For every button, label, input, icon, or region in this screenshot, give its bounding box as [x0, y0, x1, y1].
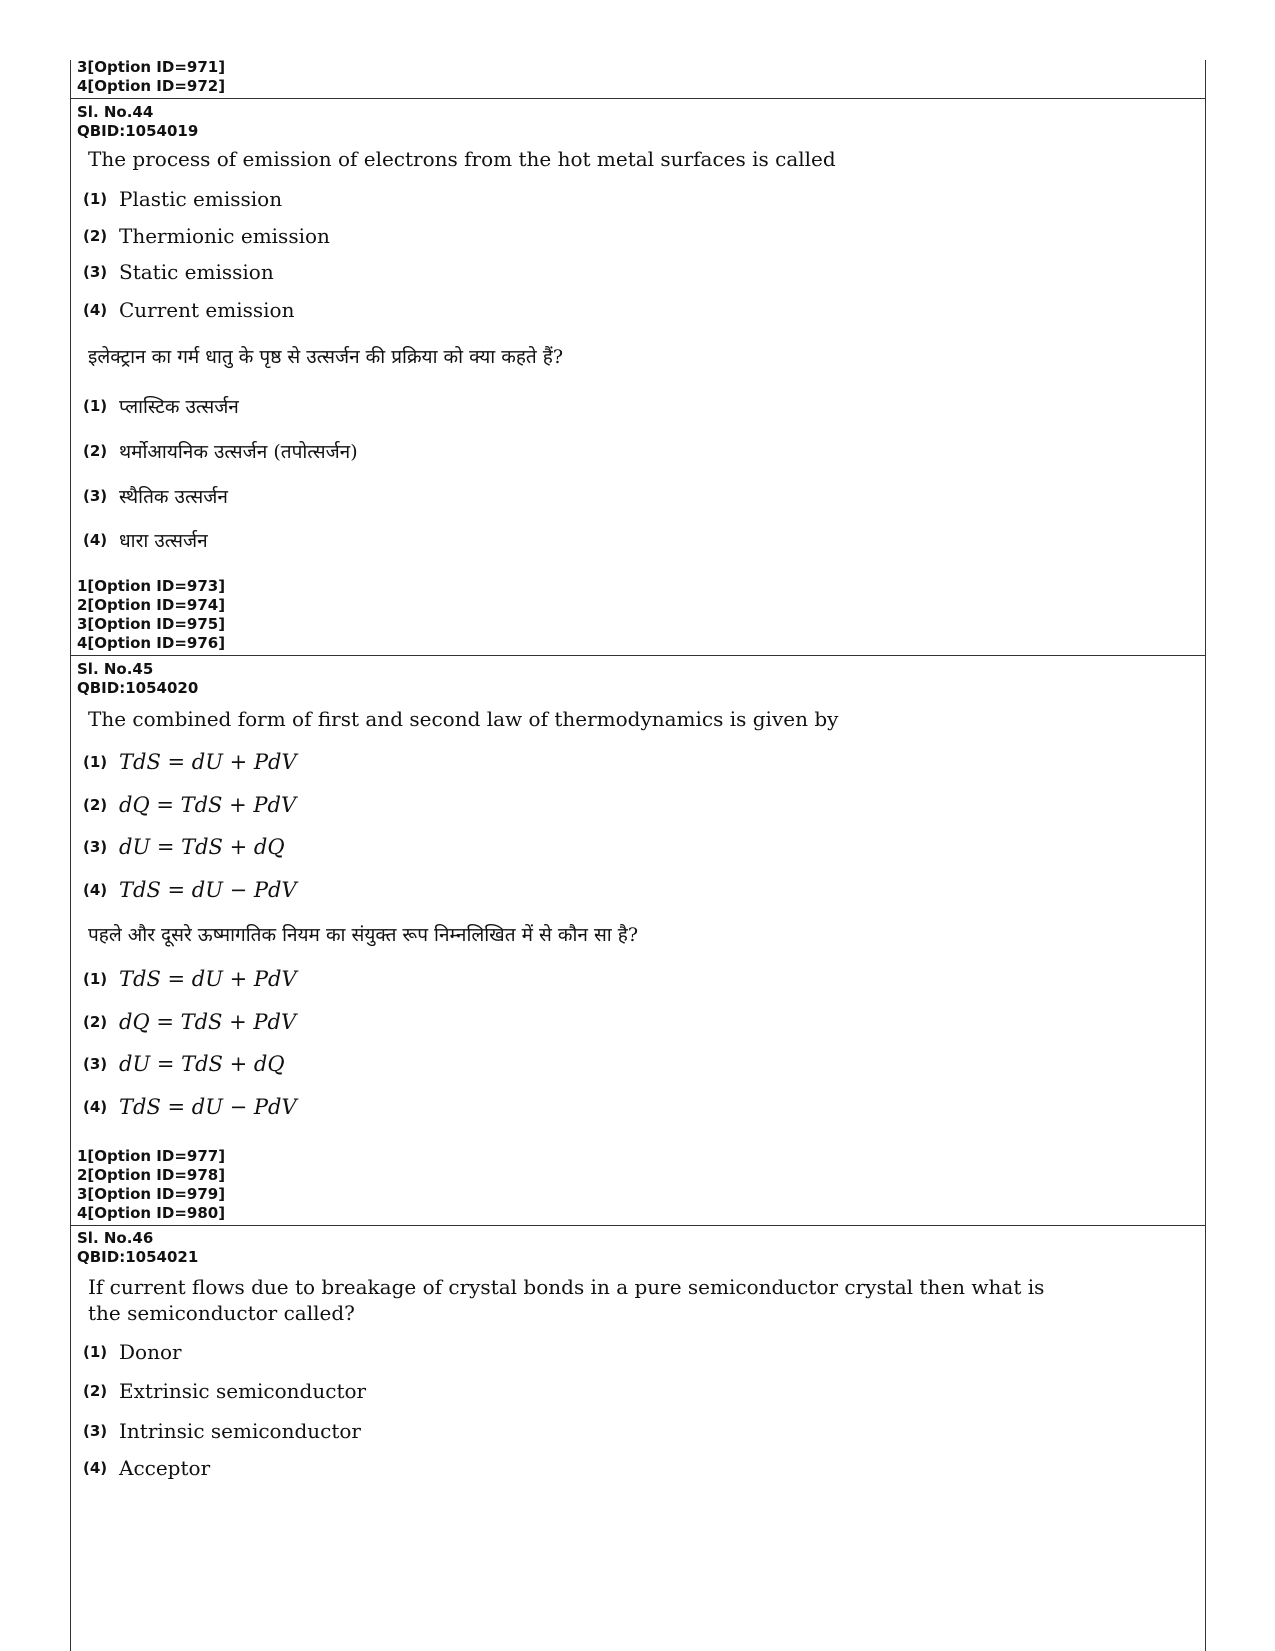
option-number: (4) [83, 1098, 108, 1116]
option-id-line: 1[Option ID=977] [77, 1147, 226, 1165]
q44-question-hi: इलेक्ट्रान का गर्म धातु के पृष्ठ से उत्सर्जन की प्रक्रिया को क्या कहते हैं? [88, 346, 564, 368]
option-formula: TdS = dU + PdV [119, 750, 297, 774]
option-text: धारा उत्सर्जन [119, 530, 208, 552]
serial-number: Sl. No.44 [77, 103, 154, 121]
qbid: QBID:1054020 [77, 679, 199, 697]
option-id-line: 4[Option ID=980] [77, 1204, 226, 1222]
option-id-line: 4[Option ID=972] [77, 77, 226, 95]
option-id-line: 3[Option ID=975] [77, 615, 226, 633]
option-text: Current emission [119, 298, 295, 322]
option-number: (2) [83, 796, 108, 814]
option-text: Acceptor [119, 1456, 211, 1480]
option-id-line: 1[Option ID=973] [77, 577, 226, 595]
q44-option-en-4 [83, 296, 294, 324]
option-text: Static emission [119, 260, 274, 284]
option-number: (4) [83, 301, 108, 319]
q45-option-en-4 [83, 876, 297, 904]
option-id-line: 3[Option ID=979] [77, 1185, 226, 1203]
question-line: the semiconductor called? [88, 1301, 355, 1325]
option-text: स्थैतिक उत्सर्जन [119, 486, 228, 508]
option-formula: dQ = TdS + PdV [119, 1010, 297, 1034]
q45-header [77, 660, 198, 698]
row-divider [70, 655, 1205, 656]
option-formula: dQ = TdS + PdV [119, 793, 297, 817]
option-text: थर्मोआयनिक उत्सर्जन (तपोत्सर्जन) [119, 441, 358, 463]
qbid: QBID:1054021 [77, 1248, 199, 1266]
option-number: (3) [83, 487, 108, 505]
q44-option-ids [77, 577, 225, 653]
option-id-block-top [77, 58, 225, 96]
serial-number: Sl. No.46 [77, 1229, 154, 1247]
option-formula: TdS = dU + PdV [119, 967, 297, 991]
qbid: QBID:1054019 [77, 122, 199, 140]
q45-option-en-3 [83, 833, 285, 861]
row-divider [70, 1225, 1205, 1226]
option-number: (1) [83, 397, 108, 415]
option-text: प्लास्टिक उत्सर्जन [119, 396, 239, 418]
q45-option-hi-4 [83, 1093, 297, 1121]
option-number: (2) [83, 227, 108, 245]
q46-option-en-1 [83, 1338, 182, 1366]
option-number: (3) [83, 263, 108, 281]
q45-option-hi-3 [83, 1050, 285, 1078]
q46-option-en-3 [83, 1417, 361, 1445]
q44-option-en-1 [83, 185, 282, 213]
row-divider [70, 98, 1205, 99]
option-number: (3) [83, 838, 108, 856]
q44-option-hi-2 [83, 437, 358, 465]
option-number: (4) [83, 531, 108, 549]
option-text: Plastic emission [119, 187, 283, 211]
option-id-line: 2[Option ID=978] [77, 1166, 226, 1184]
q45-option-hi-2 [83, 1008, 296, 1036]
q44-option-hi-4 [83, 526, 208, 554]
q44-header [77, 103, 198, 141]
q44-option-en-3 [83, 258, 274, 286]
option-number: (4) [83, 881, 108, 899]
option-formula: dU = TdS + dQ [119, 1052, 285, 1076]
q44-question-en: The process of emission of electrons from the hot metal surfaces is called [88, 147, 836, 171]
q44-option-hi-3 [83, 482, 228, 510]
option-number: (4) [83, 1459, 108, 1477]
serial-number: Sl. No.45 [77, 660, 154, 678]
option-formula: dU = TdS + dQ [119, 835, 285, 859]
option-number: (1) [83, 190, 108, 208]
option-id-line: 3[Option ID=971] [77, 58, 226, 76]
option-id-line: 4[Option ID=976] [77, 634, 226, 652]
q46-question-en [88, 1274, 1044, 1326]
q44-option-en-2 [83, 222, 330, 250]
q45-option-en-1 [83, 748, 297, 776]
q44-option-hi-1 [83, 392, 239, 420]
option-id-line: 2[Option ID=974] [77, 596, 226, 614]
option-text: Intrinsic semiconductor [119, 1419, 361, 1443]
q45-option-en-2 [83, 791, 296, 819]
option-number: (1) [83, 970, 108, 988]
question-line: If current flows due to breakage of crystal bonds in a pure semiconductor crystal then what is [88, 1275, 1045, 1299]
q45-question-hi: पहले और दूसरे ऊष्मागतिक नियम का संयुक्त रूप निम्नलिखित में से कौन सा है? [88, 924, 639, 946]
option-text: Donor [119, 1340, 182, 1364]
option-formula: TdS = dU − PdV [119, 1095, 297, 1119]
q46-option-en-2 [83, 1377, 366, 1405]
option-text: Extrinsic semiconductor [119, 1379, 367, 1403]
option-formula: TdS = dU − PdV [119, 878, 297, 902]
option-number: (3) [83, 1055, 108, 1073]
option-number: (2) [83, 1013, 108, 1031]
q46-option-en-4 [83, 1454, 210, 1482]
q45-option-hi-1 [83, 965, 297, 993]
q45-option-ids [77, 1147, 225, 1223]
option-number: (2) [83, 442, 108, 460]
q46-header [77, 1229, 198, 1267]
q45-question-en: The combined form of first and second law of thermodynamics is given by [88, 707, 839, 731]
option-text: Thermionic emission [119, 224, 330, 248]
option-number: (1) [83, 753, 108, 771]
option-number: (1) [83, 1343, 108, 1361]
option-number: (3) [83, 1422, 108, 1440]
option-number: (2) [83, 1382, 108, 1400]
